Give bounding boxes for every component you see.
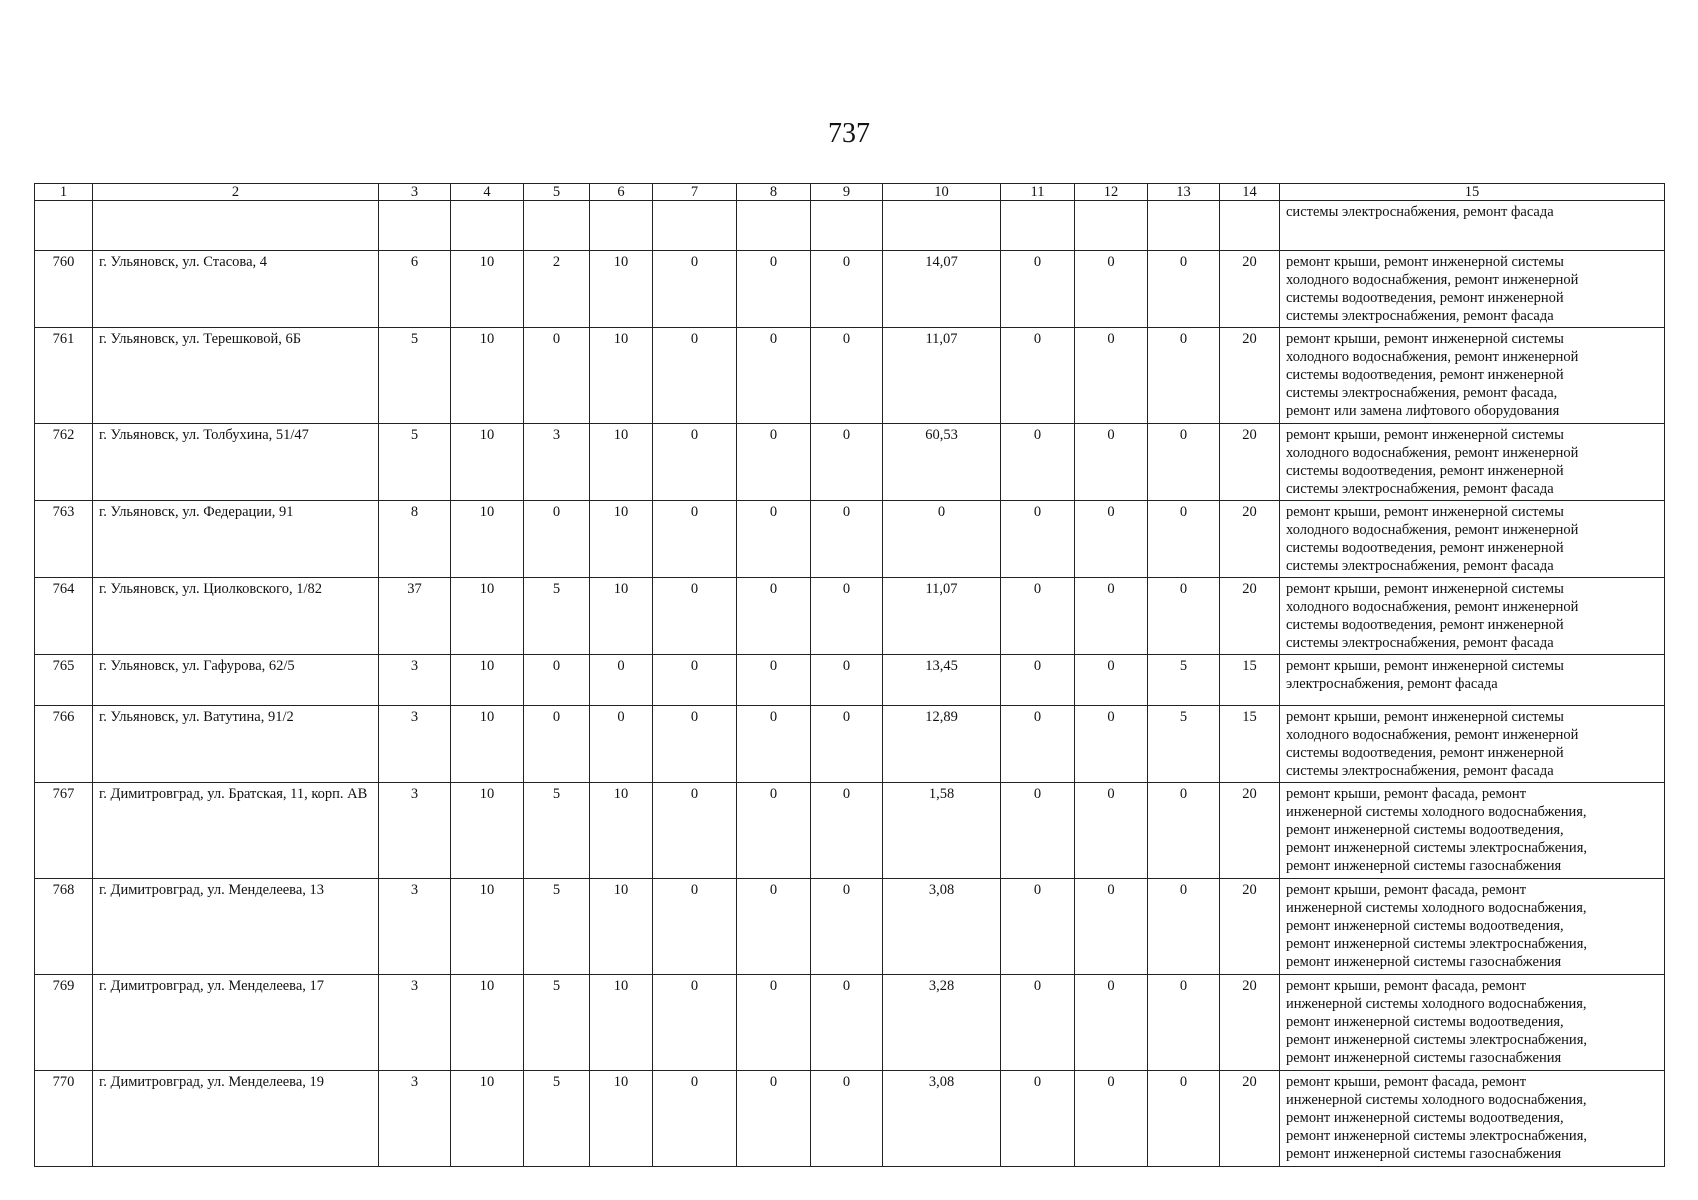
column-number-row [35, 184, 1665, 201]
works-line: системы электроснабжения, ремонт фасада [1286, 481, 1554, 497]
value-cell-c14: 15 [1220, 655, 1280, 706]
value-cell-c10: 12,89 [883, 706, 1001, 783]
value-cell-c6: 10 [590, 251, 653, 328]
row-number-cell: 766 [35, 706, 93, 783]
works-line: системы электроснабжения, ремонт фасада [1286, 558, 1554, 574]
value-cell-c4: 10 [451, 879, 524, 975]
works-line: ремонт крыши, ремонт инженерной системы [1286, 581, 1564, 597]
value-cell-c11: 0 [1001, 975, 1075, 1071]
works-line: ремонт крыши, ремонт фасада, ремонт [1286, 978, 1527, 994]
value-cell-c9: 0 [811, 655, 883, 706]
works-line: холодного водоснабжения, ремонт инженерной [1286, 445, 1579, 461]
value-cell-c7: 0 [653, 879, 737, 975]
works-line: системы водоотведения, ремонт инженерной [1286, 540, 1564, 556]
value-cell-c11: 0 [1001, 251, 1075, 328]
value-cell-c13: 0 [1148, 251, 1220, 328]
value-cell-c3: 8 [379, 501, 451, 578]
value-cell-c6: 10 [590, 1071, 653, 1167]
address-cell: г. Ульяновск, ул. Толбухина, 51/47 [93, 424, 379, 501]
works-cell [1280, 424, 1665, 501]
works-line: ремонт крыши, ремонт фасада, ремонт [1286, 882, 1527, 898]
works-line: ремонт крыши, ремонт инженерной системы [1286, 709, 1564, 725]
value-cell-c4: 10 [451, 251, 524, 328]
works-cell [1280, 501, 1665, 578]
value-cell-c8: 0 [737, 501, 811, 578]
works-line: инженерной системы холодного водоснабжения, [1286, 804, 1587, 820]
value-cell-c5: 2 [524, 251, 590, 328]
works-line: ремонт инженерной системы газоснабжения [1286, 1050, 1562, 1066]
value-cell-c8: 0 [737, 1071, 811, 1167]
table-row [35, 706, 1665, 783]
value-cell-c8: 0 [737, 424, 811, 501]
value-cell-c13: 0 [1148, 424, 1220, 501]
works-line: ремонт инженерной системы электроснабжения, [1286, 1032, 1587, 1048]
value-cell-c8: 0 [737, 975, 811, 1071]
value-cell-c14: 20 [1220, 1071, 1280, 1167]
value-cell-c4: 10 [451, 501, 524, 578]
works-line: ремонт инженерной системы газоснабжения [1286, 954, 1562, 970]
works-line: ремонт крыши, ремонт фасада, ремонт [1286, 1074, 1527, 1090]
address-cell: г. Ульяновск, ул. Терешковой, 6Б [93, 328, 379, 424]
value-cell-c6: 10 [590, 328, 653, 424]
value-cell-c7: 0 [653, 424, 737, 501]
works-cell [1280, 328, 1665, 424]
works-line: ремонт инженерной системы электроснабжения, [1286, 936, 1587, 952]
value-cell-c7: 0 [653, 655, 737, 706]
value-cell-c10: 11,07 [883, 578, 1001, 655]
col-header: 1 [35, 184, 93, 201]
value-cell-c9: 0 [811, 879, 883, 975]
value-cell-c12: 0 [1075, 783, 1148, 879]
value-cell-c12: 0 [1075, 578, 1148, 655]
value-cell-c9: 0 [811, 251, 883, 328]
value-cell-c9: 0 [811, 424, 883, 501]
value-cell-c14: 20 [1220, 578, 1280, 655]
value-cell-c14: 20 [1220, 879, 1280, 975]
col-header: 5 [524, 184, 590, 201]
value-cell-c13: 0 [1148, 578, 1220, 655]
value-cell-c3: 3 [379, 1071, 451, 1167]
value-cell-c12: 0 [1075, 706, 1148, 783]
works-line: системы водоотведения, ремонт инженерной [1286, 745, 1564, 761]
value-cell-c8: 0 [737, 783, 811, 879]
value-cell-c10: 13,45 [883, 655, 1001, 706]
value-cell-c5: 0 [524, 501, 590, 578]
works-line: ремонт инженерной системы водоотведения, [1286, 1014, 1564, 1030]
works-line: ремонт крыши, ремонт инженерной системы [1286, 504, 1564, 520]
value-cell-c12: 0 [1075, 328, 1148, 424]
table-row [35, 1071, 1665, 1167]
value-cell-c9: 0 [811, 706, 883, 783]
col-header: 11 [1001, 184, 1075, 201]
value-cell-c12: 0 [1075, 251, 1148, 328]
works-line: ремонт инженерной системы газоснабжения [1286, 1146, 1562, 1162]
value-cell-c8: 0 [737, 578, 811, 655]
value-cell-c12: 0 [1075, 975, 1148, 1071]
works-line: ремонт крыши, ремонт инженерной системы [1286, 254, 1564, 270]
row-number-cell: 768 [35, 879, 93, 975]
works-line: ремонт инженерной системы электроснабжения, [1286, 840, 1587, 856]
value-cell-c11: 0 [1001, 783, 1075, 879]
value-cell-c13: 5 [1148, 655, 1220, 706]
works-line: ремонт инженерной системы водоотведения, [1286, 822, 1564, 838]
table-row [35, 424, 1665, 501]
value-cell-c6: 0 [590, 706, 653, 783]
value-cell-c9: 0 [811, 783, 883, 879]
register-table [34, 183, 1665, 1167]
works-line: инженерной системы холодного водоснабжения, [1286, 900, 1587, 916]
page-number: 737 [828, 118, 870, 149]
value-cell-c9: 0 [811, 578, 883, 655]
works-cell [1280, 251, 1665, 328]
value-cell-c3: 3 [379, 655, 451, 706]
value-cell-c9: 0 [811, 1071, 883, 1167]
works-cell [1280, 706, 1665, 783]
works-line: системы водоотведения, ремонт инженерной [1286, 367, 1564, 383]
value-cell-c4: 10 [451, 655, 524, 706]
value-cell-c9: 0 [811, 501, 883, 578]
works-line: системы электроснабжения, ремонт фасада [1286, 635, 1554, 651]
row-number-cell: 767 [35, 783, 93, 879]
col-header: 7 [653, 184, 737, 201]
works-cell [1280, 655, 1665, 706]
works-line: ремонт крыши, ремонт инженерной системы [1286, 658, 1564, 674]
value-cell-c4: 10 [451, 975, 524, 1071]
value-cell-c9: 0 [811, 975, 883, 1071]
works-line: ремонт или замена лифтового оборудования [1286, 403, 1560, 419]
col-header: 13 [1148, 184, 1220, 201]
value-cell-c4: 10 [451, 328, 524, 424]
works-line: системы электроснабжения, ремонт фасада, [1286, 385, 1558, 401]
works-cell [1280, 975, 1665, 1071]
works-line: системы водоотведения, ремонт инженерной [1286, 617, 1564, 633]
value-cell-c7: 0 [653, 328, 737, 424]
value-cell-c13: 0 [1148, 501, 1220, 578]
value-cell-c12: 0 [1075, 424, 1148, 501]
address-cell: г. Ульяновск, ул. Гафурова, 62/5 [93, 655, 379, 706]
works-line: электроснабжения, ремонт фасада [1286, 676, 1498, 692]
row-number-cell: 761 [35, 328, 93, 424]
address-cell: г. Ульяновск, ул. Стасова, 4 [93, 251, 379, 328]
value-cell-c5: 0 [524, 706, 590, 783]
value-cell-c4: 10 [451, 706, 524, 783]
works-line: холодного водоснабжения, ремонт инженерной [1286, 522, 1579, 538]
works-line: ремонт инженерной системы водоотведения, [1286, 1110, 1564, 1126]
col-header: 2 [93, 184, 379, 201]
value-cell-c4: 10 [451, 578, 524, 655]
works-line: системы электроснабжения, ремонт фасада [1286, 308, 1554, 324]
table-row [35, 328, 1665, 424]
value-cell-c13: 0 [1148, 783, 1220, 879]
works-line: системы водоотведения, ремонт инженерной [1286, 463, 1564, 479]
address-cell: г. Димитровград, ул. Братская, 11, корп. АВ [93, 783, 379, 879]
value-cell-c5: 5 [524, 578, 590, 655]
table-row [35, 251, 1665, 328]
address-cell: г. Димитровград, ул. Менделеева, 13 [93, 879, 379, 975]
value-cell-c8: 0 [737, 655, 811, 706]
value-cell-c6: 10 [590, 879, 653, 975]
works-line: инженерной системы холодного водоснабжения, [1286, 996, 1587, 1012]
works-line: системы электроснабжения, ремонт фасада [1286, 763, 1554, 779]
works-cell [1280, 783, 1665, 879]
table-row [35, 578, 1665, 655]
col-header: 12 [1075, 184, 1148, 201]
value-cell-c14: 15 [1220, 706, 1280, 783]
value-cell-c13: 0 [1148, 879, 1220, 975]
row-number-cell: 764 [35, 578, 93, 655]
table-body [35, 184, 1665, 1167]
col-header: 4 [451, 184, 524, 201]
value-cell-c5: 0 [524, 328, 590, 424]
address-cell: г. Ульяновск, ул. Федерации, 91 [93, 501, 379, 578]
value-cell-c3: 6 [379, 251, 451, 328]
value-cell-c10: 3,08 [883, 1071, 1001, 1167]
col-header: 8 [737, 184, 811, 201]
value-cell-c11: 0 [1001, 424, 1075, 501]
value-cell-c11: 0 [1001, 655, 1075, 706]
value-cell-c5: 5 [524, 879, 590, 975]
continuation-row [35, 201, 1665, 251]
value-cell-c12: 0 [1075, 655, 1148, 706]
address-cell: г. Ульяновск, ул. Циолковского, 1/82 [93, 578, 379, 655]
col-header: 14 [1220, 184, 1280, 201]
row-number-cell: 760 [35, 251, 93, 328]
value-cell-c6: 10 [590, 578, 653, 655]
value-cell-c5: 3 [524, 424, 590, 501]
table-row [35, 879, 1665, 975]
value-cell-c8: 0 [737, 706, 811, 783]
col-header: 9 [811, 184, 883, 201]
table-row [35, 783, 1665, 879]
value-cell-c13: 5 [1148, 706, 1220, 783]
value-cell-c10: 60,53 [883, 424, 1001, 501]
value-cell-c14: 20 [1220, 424, 1280, 501]
works-line: инженерной системы холодного водоснабжения, [1286, 1092, 1587, 1108]
value-cell-c5: 0 [524, 655, 590, 706]
works-line: ремонт инженерной системы электроснабжения, [1286, 1128, 1587, 1144]
value-cell-c14: 20 [1220, 251, 1280, 328]
row-number-cell: 769 [35, 975, 93, 1071]
works-line: ремонт инженерной системы газоснабжения [1286, 858, 1562, 874]
value-cell-c9: 0 [811, 328, 883, 424]
value-cell-c13: 0 [1148, 328, 1220, 424]
value-cell-c7: 0 [653, 783, 737, 879]
row-number-cell: 763 [35, 501, 93, 578]
value-cell-c3: 37 [379, 578, 451, 655]
value-cell-c5: 5 [524, 1071, 590, 1167]
works-line: системы водоотведения, ремонт инженерной [1286, 290, 1564, 306]
value-cell-c11: 0 [1001, 578, 1075, 655]
value-cell-c4: 10 [451, 1071, 524, 1167]
value-cell-c8: 0 [737, 879, 811, 975]
works-cell: системы электроснабжения, ремонт фасада [1280, 201, 1665, 251]
value-cell-c13: 0 [1148, 1071, 1220, 1167]
value-cell-c7: 0 [653, 501, 737, 578]
value-cell-c6: 10 [590, 501, 653, 578]
works-line: ремонт крыши, ремонт инженерной системы [1286, 427, 1564, 443]
value-cell-c3: 3 [379, 706, 451, 783]
address-cell: г. Димитровград, ул. Менделеева, 17 [93, 975, 379, 1071]
value-cell-c10: 3,28 [883, 975, 1001, 1071]
value-cell-c5: 5 [524, 975, 590, 1071]
works-line: ремонт инженерной системы водоотведения, [1286, 918, 1564, 934]
works-line: холодного водоснабжения, ремонт инженерной [1286, 727, 1579, 743]
value-cell-c12: 0 [1075, 501, 1148, 578]
value-cell-c3: 3 [379, 879, 451, 975]
works-cell [1280, 1071, 1665, 1167]
value-cell-c6: 10 [590, 783, 653, 879]
col-header: 6 [590, 184, 653, 201]
value-cell-c3: 3 [379, 783, 451, 879]
value-cell-c3: 3 [379, 975, 451, 1071]
value-cell-c10: 0 [883, 501, 1001, 578]
value-cell-c7: 0 [653, 706, 737, 783]
value-cell-c12: 0 [1075, 879, 1148, 975]
value-cell-c10: 14,07 [883, 251, 1001, 328]
value-cell-c10: 11,07 [883, 328, 1001, 424]
row-number-cell: 762 [35, 424, 93, 501]
works-cell [1280, 879, 1665, 975]
value-cell-c10: 3,08 [883, 879, 1001, 975]
address-cell: г. Димитровград, ул. Менделеева, 19 [93, 1071, 379, 1167]
works-line: холодного водоснабжения, ремонт инженерной [1286, 272, 1579, 288]
value-cell-c3: 5 [379, 328, 451, 424]
value-cell-c14: 20 [1220, 328, 1280, 424]
value-cell-c14: 20 [1220, 501, 1280, 578]
value-cell-c12: 0 [1075, 1071, 1148, 1167]
works-line: ремонт крыши, ремонт фасада, ремонт [1286, 786, 1527, 802]
value-cell-c13: 0 [1148, 975, 1220, 1071]
value-cell-c4: 10 [451, 783, 524, 879]
value-cell-c6: 0 [590, 655, 653, 706]
row-number-cell: 765 [35, 655, 93, 706]
value-cell-c4: 10 [451, 424, 524, 501]
address-cell: г. Ульяновск, ул. Ватутина, 91/2 [93, 706, 379, 783]
value-cell-c8: 0 [737, 251, 811, 328]
value-cell-c11: 0 [1001, 328, 1075, 424]
table-row [35, 501, 1665, 578]
value-cell-c5: 5 [524, 783, 590, 879]
value-cell-c10: 1,58 [883, 783, 1001, 879]
value-cell-c14: 20 [1220, 783, 1280, 879]
value-cell-c14: 20 [1220, 975, 1280, 1071]
value-cell-c6: 10 [590, 975, 653, 1071]
value-cell-c11: 0 [1001, 879, 1075, 975]
col-header: 15 [1280, 184, 1665, 201]
value-cell-c6: 10 [590, 424, 653, 501]
value-cell-c7: 0 [653, 975, 737, 1071]
table-row [35, 975, 1665, 1071]
value-cell-c7: 0 [653, 1071, 737, 1167]
value-cell-c11: 0 [1001, 706, 1075, 783]
works-cell [1280, 578, 1665, 655]
works-line: холодного водоснабжения, ремонт инженерной [1286, 349, 1579, 365]
col-header: 3 [379, 184, 451, 201]
value-cell-c11: 0 [1001, 1071, 1075, 1167]
value-cell-c8: 0 [737, 328, 811, 424]
works-line: ремонт крыши, ремонт инженерной системы [1286, 331, 1564, 347]
value-cell-c3: 5 [379, 424, 451, 501]
value-cell-c7: 0 [653, 251, 737, 328]
table-row [35, 655, 1665, 706]
works-line: холодного водоснабжения, ремонт инженерной [1286, 599, 1579, 615]
value-cell-c7: 0 [653, 578, 737, 655]
col-header: 10 [883, 184, 1001, 201]
row-number-cell: 770 [35, 1071, 93, 1167]
value-cell-c11: 0 [1001, 501, 1075, 578]
